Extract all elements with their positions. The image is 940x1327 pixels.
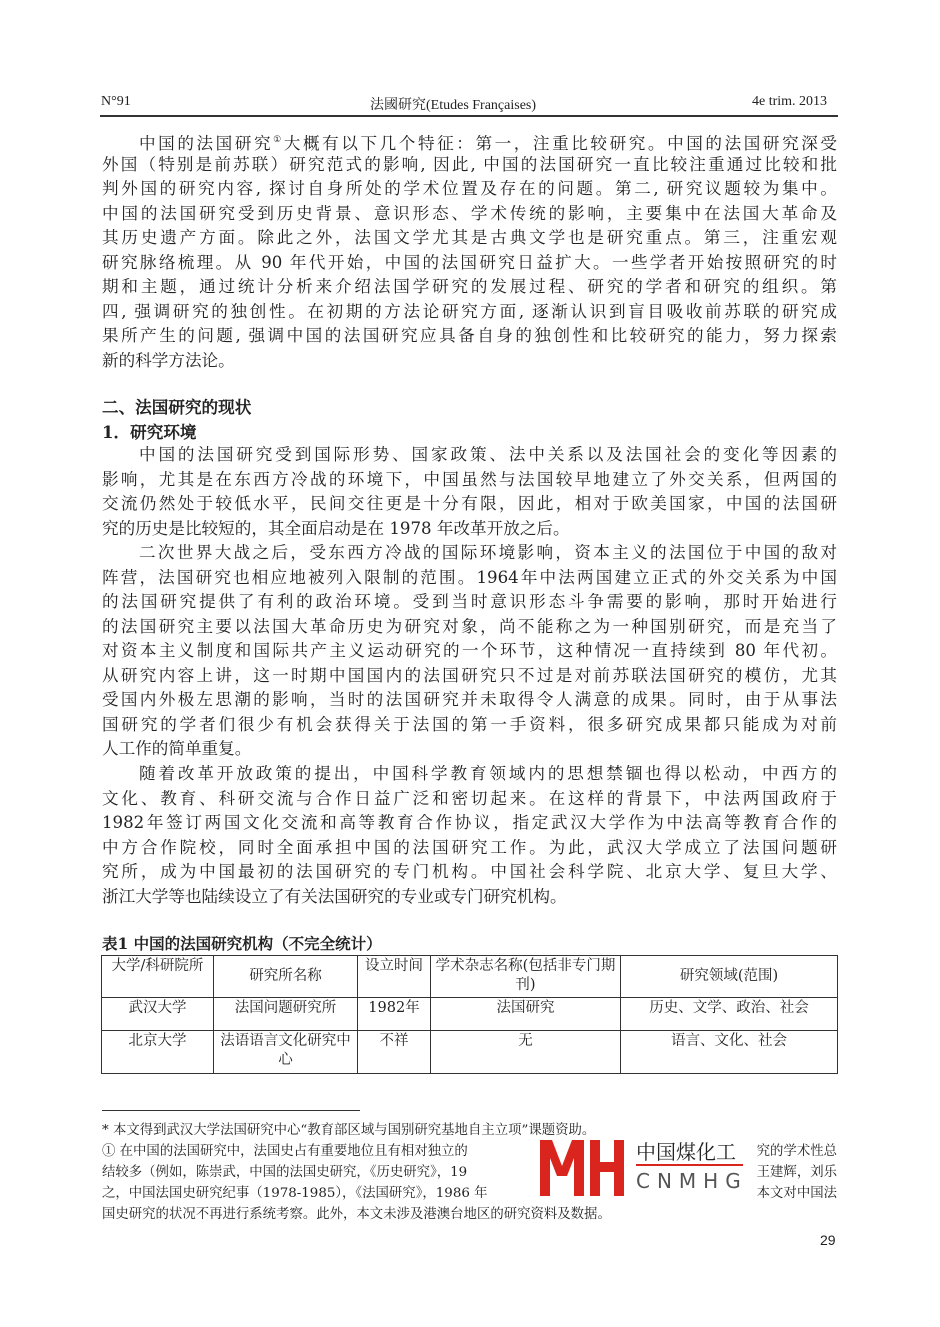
table-cell: 法国研究 <box>431 998 621 1031</box>
footnote-text: ① 在中国的法国研究中，法国史占有重要地位且有相对独立的 <box>102 1144 468 1159</box>
table-cell: 法语语言文化研究中心 <box>214 1031 358 1074</box>
table-caption: 表1 中国的法国研究机构（不完全统计） <box>102 934 382 953</box>
watermark-en-text: CNMHG <box>636 1169 748 1193</box>
institutions-table <box>101 955 838 1074</box>
footnote-text: 之，中国法国史研究纪事（1978-1985），《法国研究》，1986 年 <box>102 1186 488 1201</box>
header-cell: 大学/科研院所 <box>102 956 214 998</box>
footnote-rule <box>102 1110 360 1111</box>
footnote-line <box>102 1204 837 1225</box>
table-cell: 武汉大学 <box>102 998 214 1031</box>
text-line: 浙江大学等也陆续设立了有关法国研究的专业或专门研究机构。 <box>102 886 567 906</box>
text-line: 二次世界大战之后，受东西方冷战的国际环境影响，资本主义的法国位于中国的敌对 <box>139 543 837 562</box>
text-line: 交流仍然处于较低水平，民间交往更是十分有限，因此，相对于欧美国家，中国的法国研 <box>102 494 837 513</box>
table-cell: 北京大学 <box>102 1031 214 1074</box>
text-line: 研究脉络梳理。从 90 年代开始，中国的法国研究日益扩大。一些学者开始按照研究的时 <box>102 252 837 272</box>
text-line: 国研究的学者们很少有机会获得关于法国的第一手资料，很多研究成果都只能成为对前 <box>102 714 837 734</box>
footnote-text: 结较多（例如，陈崇武，中国的法国史研究，《历史研究》，19 <box>102 1165 468 1180</box>
text-line: 外国（特别是前苏联）研究范式的影响, 因此, 中国的法国研究一直比较注重通过比较和批 <box>102 154 837 174</box>
text-line: 中国的法国研究受到历史背景、意识形态、学术传统的影响，主要集中在法国大革命及 <box>102 203 837 223</box>
text-line <box>139 128 837 152</box>
text-line: 新的科学方法论。 <box>102 350 235 370</box>
table-cell: 不祥 <box>358 1031 431 1074</box>
watermark-bar <box>636 1164 743 1166</box>
header-cell: 学术杂志名称(包括非专门期刊) <box>431 956 621 998</box>
footnote-text: * 本文得到武汉大学法国研究中心“教育部区域与国别研究基地自主立项”课题资助。 <box>102 1123 596 1138</box>
issue-date: 4e trim. 2013 <box>752 94 828 109</box>
text-span: 大概有以下几个特征：第一，注重比较研究。中国的法国研究深受 <box>283 134 837 153</box>
table-cell: 语言、文化、社会 <box>621 1031 838 1074</box>
footnote-marker: ① <box>273 135 284 145</box>
text-line: 随着改革开放政策的提出，中国科学教育领域内的思想禁锢也得以松动，中西方的 <box>139 764 837 783</box>
text-line: 究的历史是比较短的，其全面启动是在 1978 年改革开放之后。 <box>102 518 570 538</box>
text-line: 1982年签订两国文化交流和高等教育合作协议，指定武汉大学作为中法高等教育合作的 <box>102 813 837 832</box>
footnote-text: 王建辉，刘乐 <box>756 1165 837 1180</box>
table-cell: 无 <box>431 1031 621 1074</box>
header-rule <box>100 115 838 117</box>
table-cell: 1982年 <box>358 998 431 1031</box>
watermark <box>538 1136 748 1198</box>
text-span: 中国的法国研究 <box>139 134 274 153</box>
text-line: 人工作的简单重复。 <box>102 739 252 758</box>
text-line: 文化、教育、科研交流与合作日益广泛和密切起来。在这样的背景下，中法两国政府于 <box>102 788 837 808</box>
footnote-text: 国史研究的状况不再进行系统考察。此外，本文未涉及港澳台地区的研究资料及数据。 <box>102 1207 611 1222</box>
text-line: 阵营，法国研究也相应地被列入限制的范围。1964年中法两国建立正式的外交关系为中国 <box>102 567 837 587</box>
text-line: 受国内外极左思潮的影响，当时的法国研究并未取得令人满意的成果。同时，由于从事法 <box>102 690 837 709</box>
table-row <box>102 998 838 1031</box>
table-cell: 法国问题研究所 <box>214 998 358 1031</box>
section-heading: 二、法国研究的现状 <box>102 397 252 417</box>
text-line: 究所，成为中国最初的法国研究的专门机构。中国社会科学院、北京大学、复旦大学、 <box>102 862 837 881</box>
table-row <box>102 1031 838 1074</box>
table-header-row <box>102 956 838 998</box>
text-line: 的法国研究主要以法国大革命历史为研究对象，尚不能称之为一种国别研究，而是充当了 <box>102 616 837 636</box>
page-number: 29 <box>820 1232 836 1248</box>
text-line: 对资本主义制度和国际共产主义运动研究的一个环节，这种情况一直持续到 80 年代初。 <box>102 641 837 660</box>
watermark-logo-icon <box>538 1136 624 1196</box>
header-cell: 研究领域(范围) <box>621 956 838 998</box>
text-line: 的法国研究提供了有利的政治环境。受到当时意识形态斗争需要的影响，那时开始进行 <box>102 592 837 611</box>
text-line: 中国的法国研究受到国际形势、国家政策、法中关系以及法国社会的变化等因素的 <box>139 445 837 464</box>
header-cell: 设立时间 <box>358 956 431 998</box>
issue-number: N°91 <box>101 94 131 109</box>
journal-title: 法國研究(Etudes Françaises) <box>370 98 537 113</box>
footnote-text: 究的学术性总 <box>756 1144 837 1159</box>
text-line: 中方合作院校，同时全面承担中国的法国研究工作。为此，武汉大学成立了法国问题研 <box>102 837 837 857</box>
subsection-heading: 1．研究环境 <box>102 422 197 442</box>
watermark-cn-text: 中国煤化工 <box>636 1136 736 1165</box>
text-line: 从研究内容上讲，这一时期中国国内的法国研究只不过是对前苏联法国研究的模仿，尤其 <box>102 665 837 685</box>
header-cell: 研究所名称 <box>214 956 358 998</box>
text-line: 判外国的研究内容, 探讨自身所处的学术位置及存在的问题。第二, 研究议题较为集中。 <box>102 179 837 198</box>
text-line: 四, 强调研究的独创性。在初期的方法论研究方面, 逐渐认识到盲目吸收前苏联的研究成 <box>102 301 837 321</box>
footnote-text: 本文对中国法 <box>756 1186 837 1201</box>
text-line: 果所产生的问题, 强调中国的法国研究应具备自身的独创性和比较研究的能力，努力探索 <box>102 326 837 345</box>
table-cell: 历史、文学、政治、社会 <box>621 998 838 1031</box>
text-line: 影响，尤其是在东西方冷战的环境下，中国虽然与法国较早地建立了外交关系，但两国的 <box>102 469 837 489</box>
text-line: 期和主题，通过统计分析来介绍法国学研究的发展过程、研究的学者和研究的组织。第 <box>102 277 837 296</box>
text-line: 其历史遗产方面。除此之外，法国文学尤其是古典文学也是研究重点。第三，注重宏观 <box>102 228 837 247</box>
